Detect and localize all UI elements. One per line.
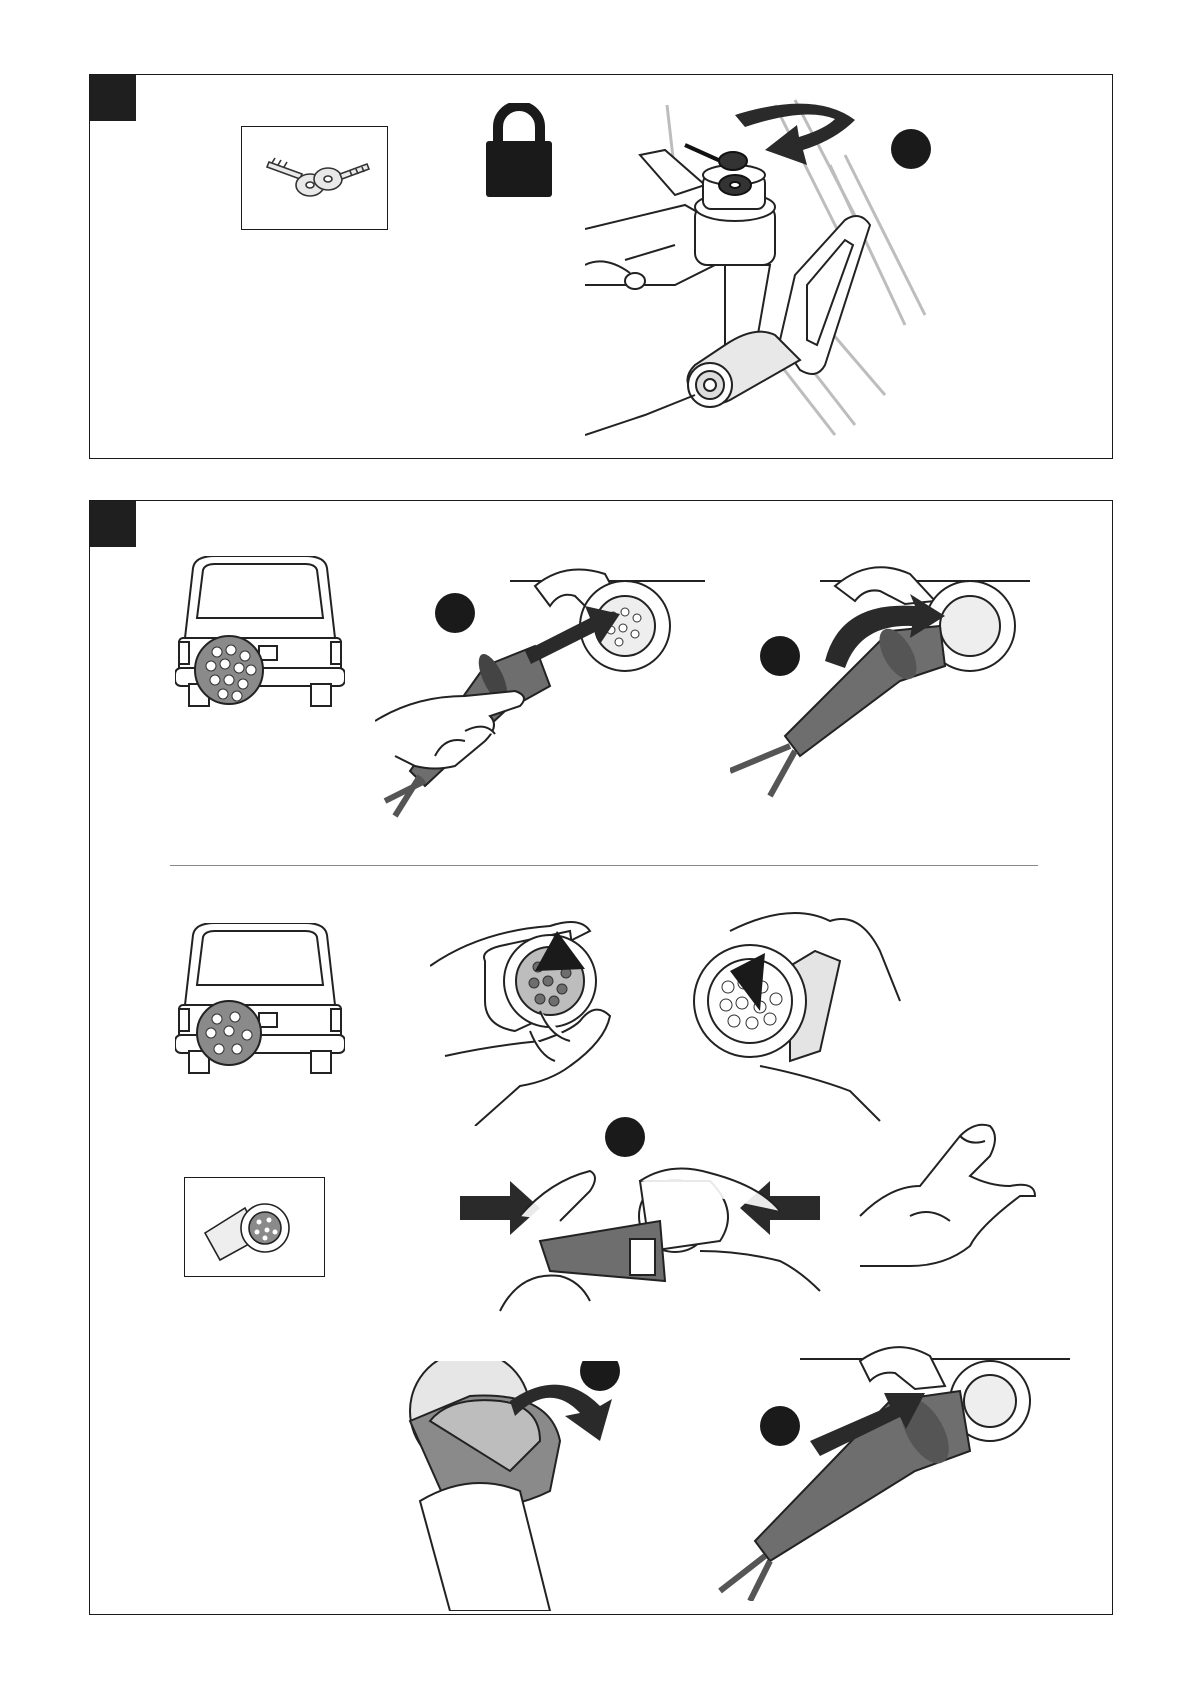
step-badge-icon <box>580 1361 620 1391</box>
plug-squeeze-illustration <box>440 1101 860 1321</box>
step-badge-icon <box>605 1117 645 1157</box>
adapter-thumbnail <box>184 1177 325 1277</box>
step-number-tab <box>90 75 136 121</box>
vehicle-rear-socket-icon <box>175 556 345 716</box>
plug-twist-illustration <box>730 556 1060 816</box>
keys-icon <box>242 127 386 227</box>
step-badge-icon <box>891 129 931 169</box>
socket-alignment-illustration <box>430 891 910 1126</box>
lock-key-turn-illustration <box>585 95 1015 457</box>
section-divider <box>170 865 1038 866</box>
bicep-strength-icon <box>850 1116 1050 1276</box>
plug-insert-illustration <box>375 556 705 846</box>
step-badge-icon <box>435 593 475 633</box>
rotate-arrow-icon <box>735 104 855 165</box>
step-panel-connect <box>89 500 1113 1615</box>
plug-lock-illustration <box>670 1331 1100 1601</box>
lid-close-illustration <box>390 1361 630 1611</box>
socket-adapter-icon <box>185 1178 323 1275</box>
step-badge-icon <box>760 636 800 676</box>
step-badge-icon <box>760 1406 800 1446</box>
keys-thumbnail <box>241 126 388 230</box>
step-panel-lock <box>89 74 1113 459</box>
step-number-tab <box>90 501 136 547</box>
vehicle-rear-socket-icon <box>175 923 345 1083</box>
padlock-icon <box>484 103 554 199</box>
